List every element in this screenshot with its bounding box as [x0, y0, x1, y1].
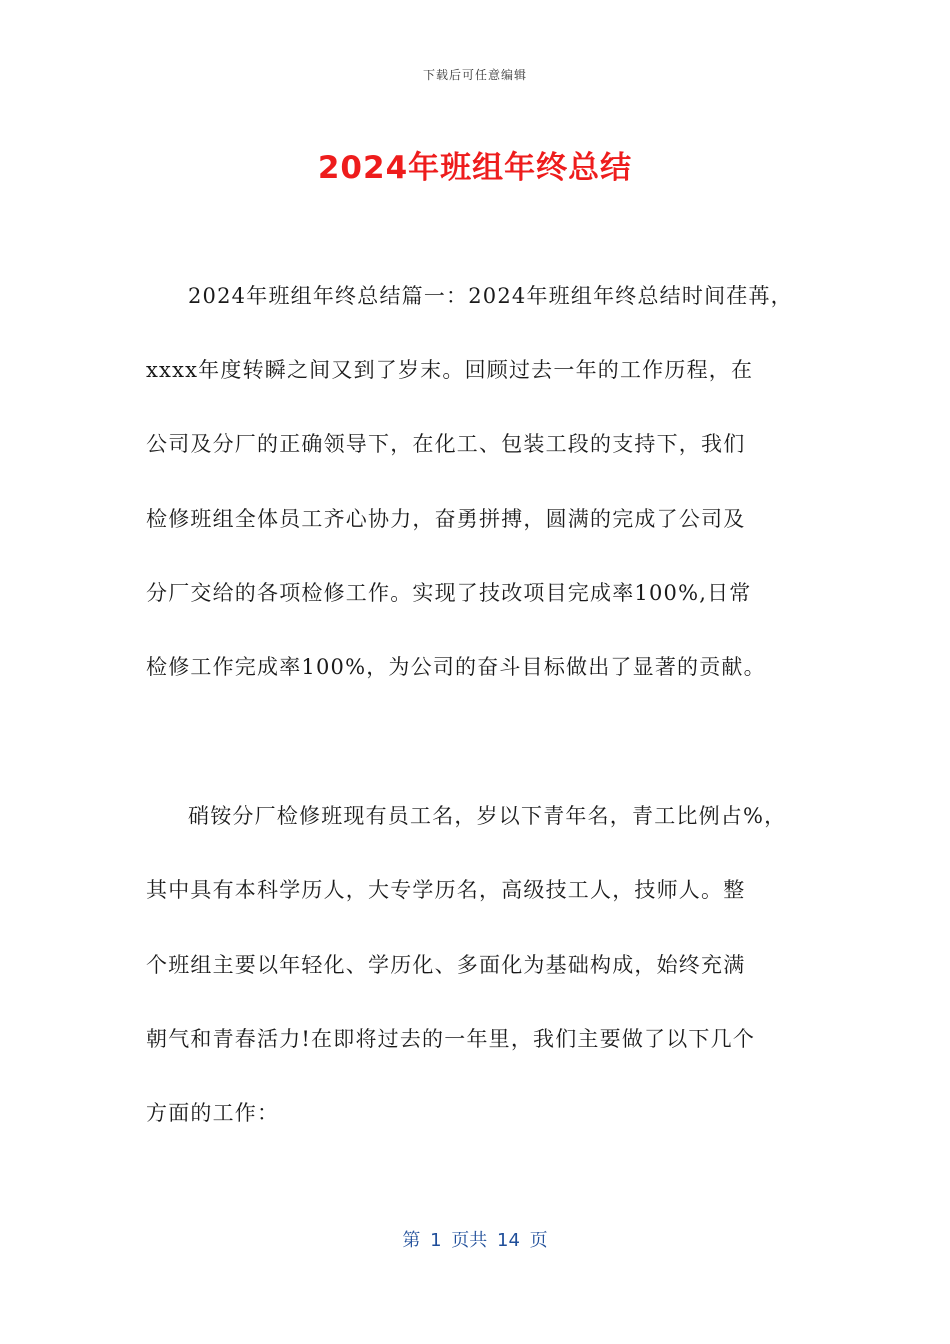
paragraph-line: 朝气和青春活力!在即将过去的一年里，我们主要做了以下几个 — [146, 1027, 756, 1051]
document-title: 2024年班组年终总结 — [317, 150, 633, 186]
footer-prefix: 第 — [402, 1230, 421, 1251]
paragraph-line: 检修班组全体员工齐心协力，奋勇拼搏，圆满的完成了公司及 — [146, 507, 746, 531]
footer-middle: 页共 — [451, 1230, 488, 1251]
paragraph-line: 检修工作完成率100%，为公司的奋斗目标做出了显著的贡献。 — [146, 655, 766, 679]
paragraph-line: 方面的工作： — [146, 1101, 280, 1125]
paragraph-line: xxxx年度转瞬之间又到了岁末。回顾过去一年的工作历程，在 — [146, 358, 754, 382]
paragraph-line: 分厂交给的各项检修工作。实现了技改项目完成率100%,日常 — [146, 581, 752, 605]
footer-total-pages: 14 — [497, 1230, 520, 1251]
paragraph-line: 个班组主要以年轻化、学历化、多面化为基础构成，始终充满 — [146, 953, 746, 977]
header-note: 下载后可任意编辑 — [422, 68, 527, 82]
paragraph-line: 公司及分厂的正确领导下，在化工、包装工段的支持下，我们 — [146, 432, 746, 456]
footer-suffix: 页 — [529, 1230, 548, 1251]
paragraph-line: 其中具有本科学历人，大专学历名，高级技工人，技师人。整 — [146, 878, 746, 902]
paragraph-line: 硝铵分厂检修班现有员工名，岁以下青年名，青工比例占%， — [188, 804, 787, 828]
paragraph-line: 2024年班组年终总结篇一：2024年班组年终总结时间荏苒， — [188, 284, 793, 308]
footer-page-number: 1 — [430, 1230, 442, 1251]
page-footer — [0, 1226, 950, 1252]
